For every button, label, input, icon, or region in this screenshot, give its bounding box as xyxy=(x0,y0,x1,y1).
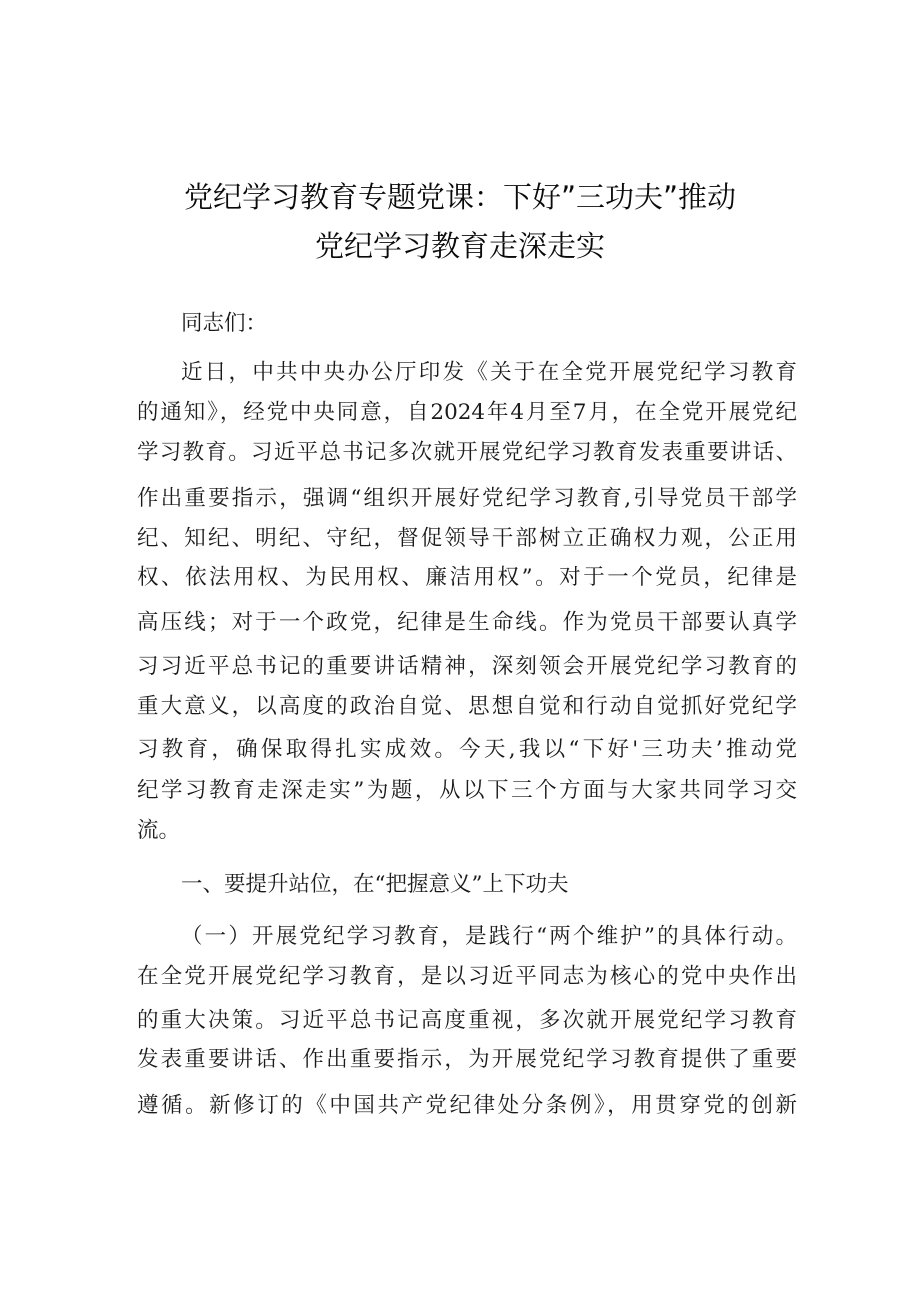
paragraph-line: 习习近平总书记的重要讲话精神，深刻领会开展党纪学习教育的 xyxy=(137,654,797,679)
paragraph-line: （一）开展党纪学习教育，是践行“两个维护”的具体行动。 xyxy=(181,924,797,949)
document-title-line-2: 党纪学习教育走深走实 xyxy=(314,229,605,263)
paragraph-line: 发表重要讲话、作出重要指示，为开展党纪学习教育提供了重要 xyxy=(137,1047,797,1072)
section-heading: 一、要提升站位，在“把握意义”上下功夫 xyxy=(181,872,569,897)
paragraph-line: 习教育，确保取得扎实成效。今天,我以“下好'三功夫’推动党 xyxy=(137,737,797,762)
paragraph-line: 权、依法用权、为民用权、廉洁用权”。对于一个党员，纪律是 xyxy=(137,565,797,590)
paragraph-line: 在全党开展党纪学习教育，是以习近平同志为核心的党中央作出 xyxy=(137,964,797,989)
paragraph-line: 作出重要指示，强调“组织开展好党纪学习教育,引导党员干部学 xyxy=(137,486,797,511)
paragraph-line: 纪学习教育走深走实”为题，从以下三个方面与大家共同学习交 xyxy=(137,778,797,803)
paragraph-line: 遵循。新修订的《中国共产党纪律处分条例》，用贯穿党的创新 xyxy=(137,1093,797,1118)
paragraph-line: 的重大决策。习近平总书记高度重视，多次就开展党纪学习教育 xyxy=(137,1008,797,1033)
paragraph-line: 学习教育。习近平总书记多次就开展党纪学习教育发表重要讲话、 xyxy=(137,440,797,465)
document-title-line-1: 党纪学习教育专题党课：下好”三功夫”推动 xyxy=(183,180,737,214)
paragraph-line: 重大意义，以高度的政治自觉、思想自觉和行动自觉抓好党纪学 xyxy=(137,694,797,719)
paragraph-line: 高压线；对于一个政党，纪律是生命线。作为党员干部要认真学 xyxy=(137,610,797,635)
paragraph-line: 近日，中共中央办公厅印发《关于在全党开展党纪学习教育 xyxy=(181,360,797,385)
paragraph-line: 的通知》，经党中央同意，自2024年4月至7月，在全党开展党纪 xyxy=(137,400,797,425)
salutation: 同志们： xyxy=(181,311,268,336)
paragraph-line: 纪、知纪、明纪、守纪，督促领导干部树立正确权力观，公正用 xyxy=(137,526,797,551)
paragraph-line: 流。 xyxy=(137,818,181,843)
